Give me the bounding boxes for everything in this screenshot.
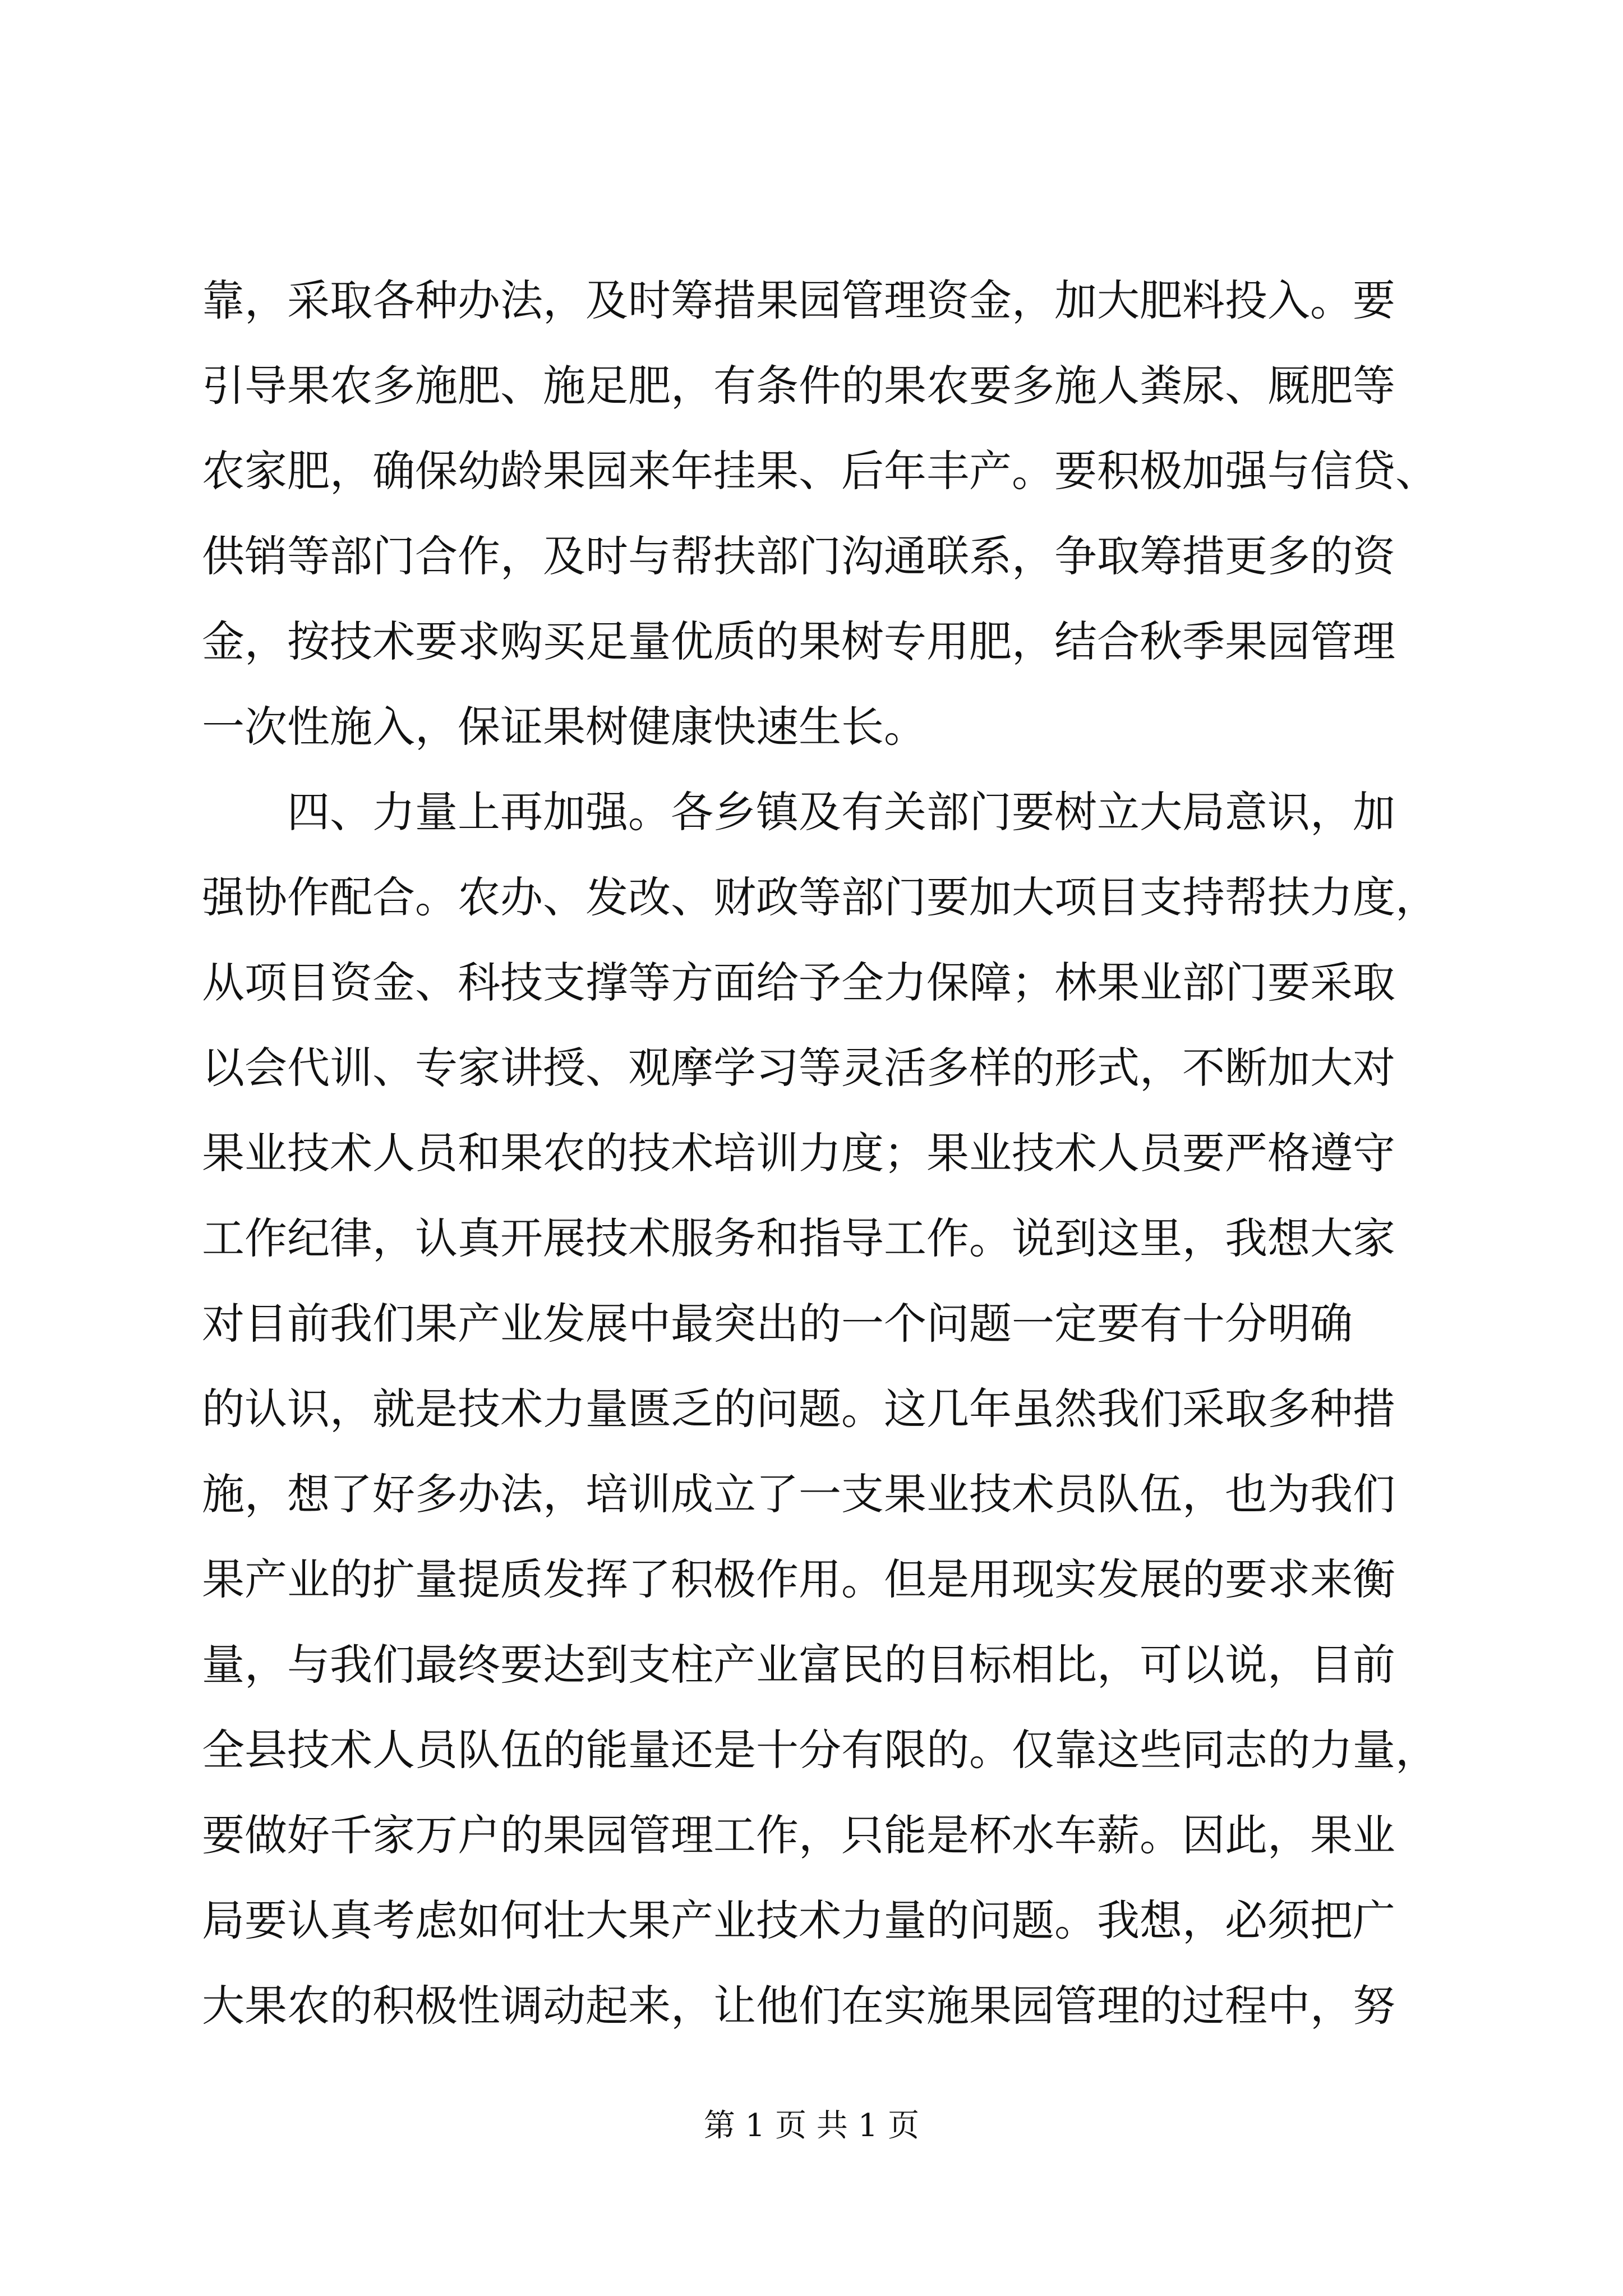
text-line: 供销等部门合作，及时与帮扶部门沟通联系，争取筹措更多的资 <box>202 531 1395 581</box>
text-line: 大果农的积极性调动起来，让他们在实施果园管理的过程中，努 <box>202 1981 1395 2031</box>
text-line: 果业技术人员和果农的技术培训力度；果业技术人员要严格遵守 <box>202 1128 1395 1178</box>
text-line: 的认识，就是技术力量匮乏的问题。这几年虽然我们采取多种措 <box>202 1384 1395 1434</box>
text-line: 果产业的扩量提质发挥了积极作用。但是用现实发展的要求来衡 <box>202 1554 1395 1604</box>
text-line: 全县技术人员队伍的能量还是十分有限的。仅靠这些同志的力量， <box>202 1725 1438 1775</box>
text-line: 引导果农多施肥、施足肥，有条件的果农要多施人粪尿、厩肥等 <box>202 361 1395 411</box>
text-line: 对目前我们果产业发展中最突出的一个问题一定要有十分明确 <box>202 1299 1353 1349</box>
text-line: 强协作配合。农办、发改、财政等部门要加大项目支持帮扶力度， <box>202 872 1438 922</box>
text-line: 量，与我们最终要达到支柱产业富民的目标相比，可以说，目前 <box>202 1640 1395 1690</box>
text-line: 局要认真考虑如何壮大果产业技术力量的问题。我想，必须把广 <box>202 1895 1395 1945</box>
page-number-label: 第 1 页 共 1 页 <box>703 2108 920 2144</box>
text-line: 四、力量上再加强。各乡镇及有关部门要树立大局意识，加 <box>202 787 1395 837</box>
text-line: 靠，采取各种办法，及时筹措果园管理资金，加大肥料投入。要 <box>202 275 1395 325</box>
text-line: 金，按技术要求购买足量优质的果树专用肥，结合秋季果园管理 <box>202 616 1395 666</box>
text-line: 施，想了好多办法，培训成立了一支果业技术员队伍，也为我们 <box>202 1469 1395 1519</box>
text-line: 从项目资金、科技支撑等方面给予全力保障；林果业部门要采取 <box>202 958 1395 1007</box>
text-line: 一次性施入，保证果树健康快速生长。 <box>202 702 926 752</box>
text-line: 要做好千家万户的果园管理工作，只能是杯水车薪。因此，果业 <box>202 1810 1395 1860</box>
text-line: 工作纪律，认真开展技术服务和指导工作。说到这里，我想大家 <box>202 1213 1395 1263</box>
text-line: 农家肥，确保幼龄果园来年挂果、后年丰产。要积极加强与信贷、 <box>202 446 1438 496</box>
page-footer <box>0 2104 1623 2148</box>
text-line: 以会代训、专家讲授、观摩学习等灵活多样的形式，不断加大对 <box>202 1043 1395 1093</box>
body-text <box>202 258 1436 2049</box>
